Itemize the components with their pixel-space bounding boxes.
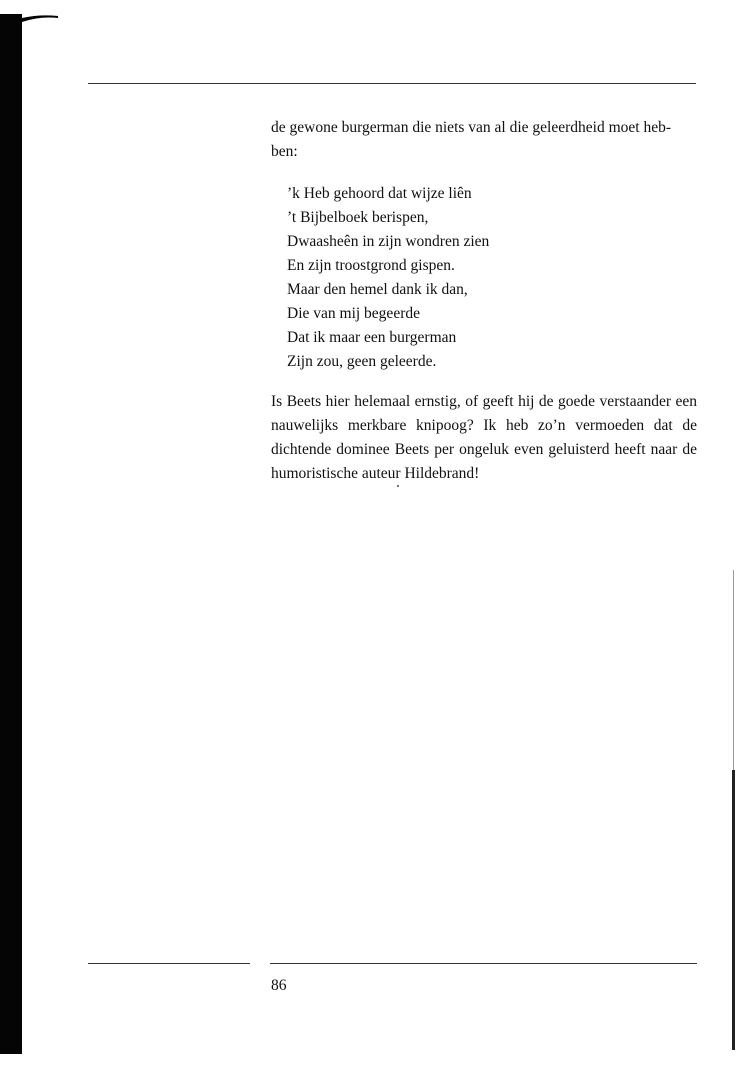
poem-line: En zijn troostgrond gispen. [287,257,455,274]
page-body [271,116,697,486]
stray-dot [397,485,399,487]
poem-line: Dwaasheên in zijn wondren zien [287,233,490,250]
scan-border-right-faint [733,570,734,770]
commentary-paragraph: Is Beets hier helemaal ernstig, of geeft hij de goede verstaander een nauwelijks merkbare knipoog? Ik heb zo’n vermoeden dat de dichtende dominee Beets per ongeluk even geluisterd heeft naar de humoristische auteur Hildebrand! [271,393,697,482]
footer-rule-right [270,963,697,964]
poem-line: Maar den hemel dank ik dan, [287,281,468,298]
header-rule [88,83,696,84]
intro-line-1: de gewone burgerman die niets van al die geleerdheid moet heb- [271,119,671,136]
footer-rule-left [88,963,250,964]
poem-line: ’k Heb gehoord dat wijze liên [287,185,472,202]
scan-border-right [732,770,735,1050]
intro-paragraph [271,116,697,164]
intro-line-2: ben: [271,143,298,160]
page-number: 86 [271,977,287,994]
poem-quote [287,182,697,374]
scan-corner-mark [0,0,60,40]
poem-line: Die van mij begeerde [287,305,420,322]
poem-line: Dat ik maar een burgerman [287,329,457,346]
scan-border-left [0,14,22,1054]
poem-line: Zijn zou, geen geleerde. [287,353,437,370]
poem-line: ’t Bijbelboek berispen, [287,209,429,226]
